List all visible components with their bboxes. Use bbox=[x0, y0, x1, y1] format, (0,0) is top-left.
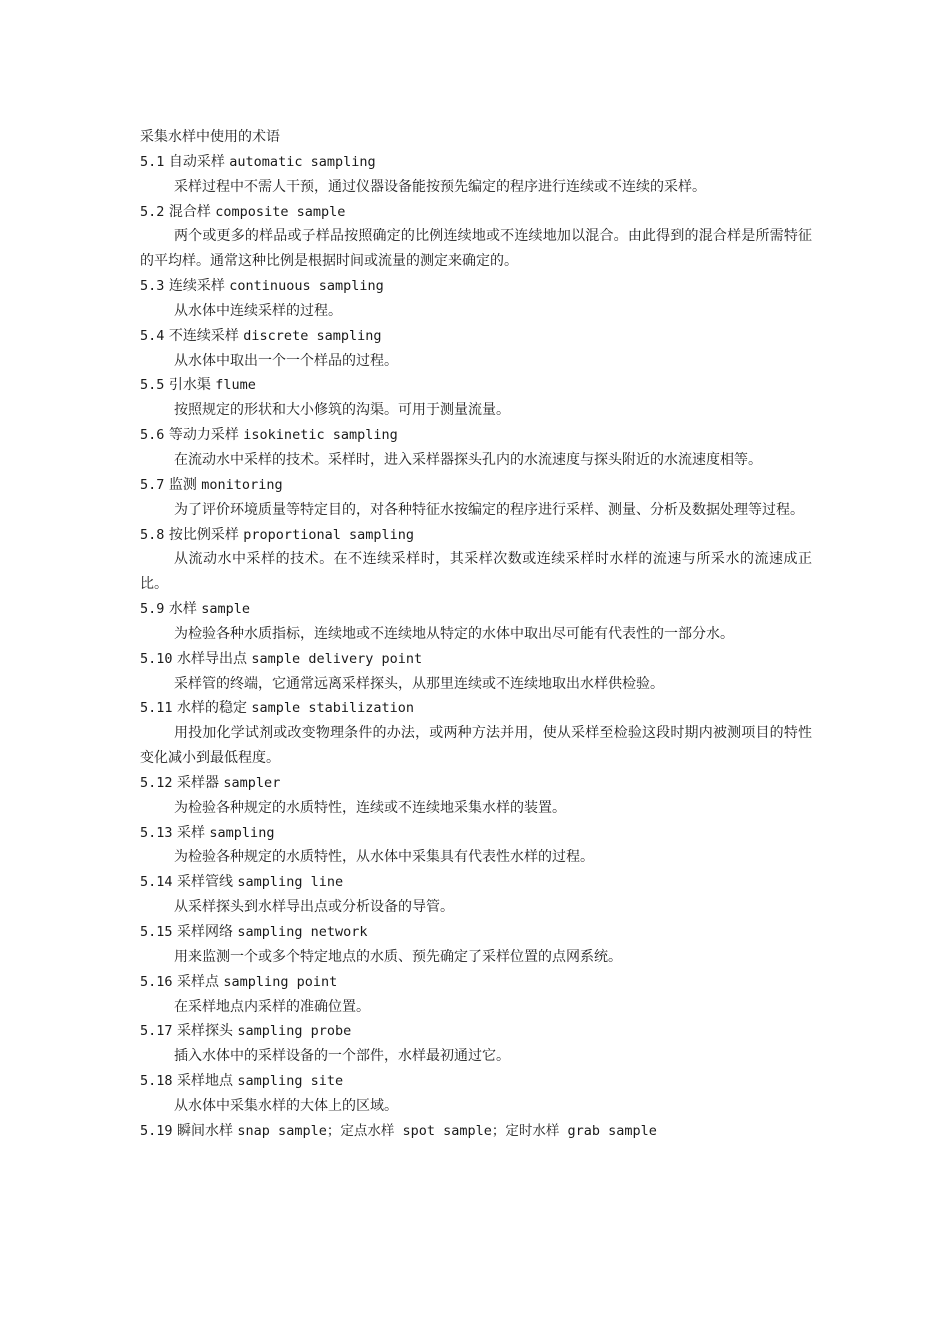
term-chinese: 采样网络 bbox=[176, 924, 233, 940]
term-number: 5.17 bbox=[140, 1023, 173, 1040]
term-definition bbox=[140, 299, 812, 324]
term-chinese: 采样管线 bbox=[176, 874, 233, 891]
term-heading bbox=[140, 1119, 812, 1144]
term-english: flume bbox=[215, 377, 256, 394]
term-chinese: 混合样 bbox=[168, 203, 211, 220]
term-definition bbox=[140, 672, 812, 697]
term-chinese: 自动采样 bbox=[168, 153, 225, 170]
term-english: isokinetic sampling bbox=[243, 427, 398, 444]
term-number: 5.9 bbox=[140, 601, 165, 618]
term-definition bbox=[140, 945, 812, 970]
term-chinese: 采样点 bbox=[176, 973, 219, 990]
term-chinese: 采样器 bbox=[176, 774, 219, 791]
term-chinese: 水样导出点 bbox=[176, 650, 247, 667]
definition-line: 处理等过程。 bbox=[720, 501, 804, 518]
term-english: sampling site bbox=[237, 1073, 344, 1090]
term-definition bbox=[140, 895, 812, 920]
term-definition bbox=[140, 398, 812, 423]
term-chinese: 水样的稳定 bbox=[176, 700, 247, 717]
term-heading bbox=[140, 920, 812, 945]
definition-line: 用来监测一个或多个特定地点的水质、预先确定了采样位置的点网系统。 bbox=[174, 948, 622, 965]
term-number: 5.2 bbox=[140, 203, 165, 220]
term-number: 5.12 bbox=[140, 774, 173, 791]
term-definition bbox=[140, 547, 812, 597]
term-english: snap sample；定点水样 spot sample；定时水样 grab sample bbox=[237, 1122, 657, 1139]
definition-line: 采样过程中不需人干预，通过仪器设备能按预先编定的程序进行连续或不连续的采样。 bbox=[174, 178, 706, 195]
term-heading bbox=[140, 274, 812, 299]
definition-line: 从流动水中采样的技术。在不连续采样时，其采样次数或连续采样时水样的流速与所采 bbox=[174, 551, 726, 568]
term-number: 5.11 bbox=[140, 700, 173, 717]
term-chinese: 等动力采样 bbox=[168, 427, 239, 444]
definition-line: 水的流速成正比。 bbox=[140, 551, 813, 593]
term-english: proportional sampling bbox=[243, 526, 414, 543]
term-definition bbox=[140, 175, 812, 200]
term-heading bbox=[140, 1019, 812, 1044]
term-heading bbox=[140, 150, 812, 175]
definition-line: 在采样地点内采样的准确位置。 bbox=[174, 998, 370, 1015]
term-definition bbox=[140, 995, 812, 1020]
term-number: 5.8 bbox=[140, 526, 165, 543]
term-number: 5.18 bbox=[140, 1073, 173, 1090]
term-english: sampler bbox=[223, 774, 281, 791]
term-number: 5.19 bbox=[140, 1122, 173, 1139]
term-chinese: 连续采样 bbox=[168, 278, 225, 295]
definition-line: 为检验各种水质指标，连续地或不连续地从特定的水体中取出尽可能有代表性的一部分 bbox=[174, 625, 706, 642]
definition-line: 从采样探头到水样导出点或分析设备的导管。 bbox=[174, 899, 454, 916]
term-chinese: 瞬间水样 bbox=[176, 1122, 233, 1139]
term-english: sampling point bbox=[223, 973, 338, 990]
term-heading bbox=[140, 870, 812, 895]
term-english: sampling probe bbox=[237, 1023, 352, 1040]
term-number: 5.15 bbox=[140, 924, 173, 940]
term-english: sample delivery point bbox=[251, 650, 423, 667]
term-definition bbox=[140, 448, 812, 473]
definition-line: 在流动水中采样的技术。采样时，进入采样器探头孔内的水流速度与探头附近的水流速 bbox=[174, 451, 706, 468]
definition-line: 为检验各种规定的水质特性，从水体中采集具有代表性水样的过程。 bbox=[174, 849, 594, 866]
document-title: 采集水样中使用的术语 bbox=[140, 129, 280, 145]
term-list bbox=[140, 150, 812, 1144]
term-english: sampling bbox=[209, 824, 275, 841]
term-heading bbox=[140, 523, 812, 548]
definition-line: 从水体中取出一个一个样品的过程。 bbox=[174, 352, 398, 369]
term-number: 5.10 bbox=[140, 650, 173, 667]
term-english: sampling line bbox=[237, 874, 344, 891]
definition-line: 被测项目的特性变化减小到最低程度。 bbox=[140, 725, 813, 767]
term-heading bbox=[140, 696, 812, 721]
term-heading bbox=[140, 597, 812, 622]
term-number: 5.4 bbox=[140, 327, 165, 344]
term-english: discrete sampling bbox=[243, 327, 382, 344]
term-definition bbox=[140, 796, 812, 821]
term-number: 5.5 bbox=[140, 377, 165, 394]
term-definition bbox=[140, 622, 812, 647]
definition-line: 合样是所需特征的平均样。通常这种比例是根据时间或流量的测定来确定的。 bbox=[140, 228, 813, 270]
term-english: composite sample bbox=[215, 203, 346, 220]
term-english: monitoring bbox=[201, 476, 283, 493]
term-chinese: 引水渠 bbox=[168, 377, 211, 394]
term-english: sample bbox=[201, 601, 251, 618]
term-number: 5.16 bbox=[140, 973, 173, 990]
term-heading bbox=[140, 200, 812, 225]
term-chinese: 水样 bbox=[168, 601, 197, 618]
definition-line: 水。 bbox=[706, 625, 734, 642]
term-number: 5.7 bbox=[140, 476, 165, 493]
definition-line: 从水体中连续采样的过程。 bbox=[174, 302, 342, 319]
definition-line: 用投加化学试剂或改变物理条件的办法，或两种方法并用，使从采样至检验这段时期内 bbox=[174, 725, 713, 742]
term-heading bbox=[140, 373, 812, 398]
definition-line: 从水体中采集水样的大体上的区域。 bbox=[174, 1097, 398, 1114]
term-heading bbox=[140, 324, 812, 349]
term-chinese: 按比例采样 bbox=[168, 526, 239, 543]
term-heading bbox=[140, 1069, 812, 1094]
term-heading bbox=[140, 771, 812, 796]
term-chinese: 监测 bbox=[168, 476, 197, 493]
definition-line: 按照规定的形状和大小修筑的沟渠。可用于测量流量。 bbox=[174, 402, 510, 419]
term-number: 5.14 bbox=[140, 874, 173, 891]
term-definition bbox=[140, 721, 812, 771]
term-definition bbox=[140, 845, 812, 870]
definition-line: 度相等。 bbox=[706, 451, 762, 468]
term-definition bbox=[140, 349, 812, 374]
term-english: sampling network bbox=[237, 924, 368, 940]
term-definition bbox=[140, 498, 812, 523]
term-heading bbox=[140, 473, 812, 498]
definition-line: 两个或更多的样品或子样品按照确定的比例连续地或不连续地加以混合。由此得到的混 bbox=[174, 228, 713, 245]
term-english: automatic sampling bbox=[229, 153, 376, 170]
term-number: 5.3 bbox=[140, 278, 165, 295]
term-number: 5.1 bbox=[140, 153, 165, 170]
term-chinese: 采样探头 bbox=[176, 1023, 233, 1040]
definition-line: 为检验各种规定的水质特性，连续或不连续地采集水样的装置。 bbox=[174, 799, 566, 816]
definition-line: 采样管的终端，它通常远离采样探头，从那里连续或不连续地取出水样供检验。 bbox=[174, 675, 664, 692]
term-definition bbox=[140, 1044, 812, 1069]
term-english: sample stabilization bbox=[251, 700, 414, 717]
term-heading bbox=[140, 970, 812, 995]
term-chinese: 采样地点 bbox=[176, 1073, 233, 1090]
term-heading bbox=[140, 821, 812, 846]
definition-line: 插入水体中的采样设备的一个部件，水样最初通过它。 bbox=[174, 1048, 510, 1065]
term-definition bbox=[140, 224, 812, 274]
term-chinese: 采样 bbox=[176, 824, 205, 841]
document-page bbox=[140, 125, 812, 1144]
definition-line: 为了评价环境质量等特定目的，对各种特征水按编定的程序进行采样、测量、分析及数据 bbox=[174, 501, 720, 518]
term-definition bbox=[140, 1094, 812, 1119]
term-number: 5.13 bbox=[140, 824, 173, 841]
term-heading bbox=[140, 647, 812, 672]
term-english: continuous sampling bbox=[229, 278, 384, 295]
term-heading bbox=[140, 423, 812, 448]
term-number: 5.6 bbox=[140, 427, 165, 444]
term-chinese: 不连续采样 bbox=[168, 327, 239, 344]
